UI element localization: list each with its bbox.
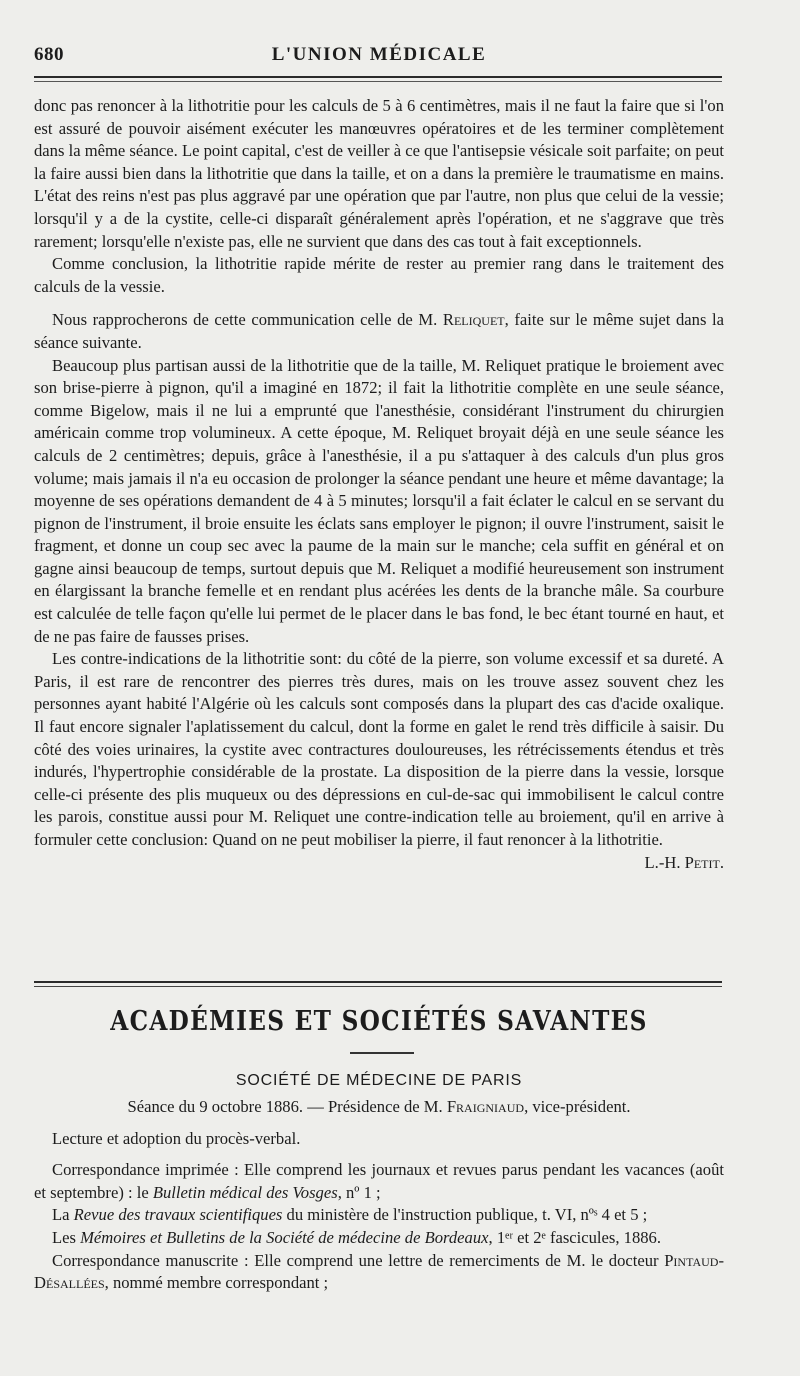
page-number: 680	[34, 44, 64, 65]
paragraph-2: Comme conclusion, la lithotritie rapide mérite de rester au premier rang dans le traitement des calculs de la vessie.	[34, 254, 724, 296]
title-underline	[350, 1052, 414, 1054]
paragraph-4: Beaucoup plus partisan aussi de la lithotritie que de la taille, M. Reliquet pratique le broiement avec son brise-pierre à pignon, qu'il a imaginé en 1872; il fait la lithotritie complète en une seule séance, comme Bigelow, mais il ne lui a emprunté que l'anesthésie, considérant l'instrument du chirurgien américain comme trop volumineux. A cette époque, M. Reliquet broyait déjà en une seule séance les calculs de 2 centimètres; depuis, grâce à l'anesthésie, il a pu s'attaquer à des calculs d'un plus gros volume; mais jamais il n'a eu occasion de prolonger la séance pendant une heure et même davantage; la moyenne de ses opérations demandent de 4 à 5 minutes; lorsqu'il a fait éclater le calcul en se servant du pignon de l'instrument, il broie ensuite les éclats sans employer le pignon; il ouvre l'instrument, saisit le fragment, et donne un coup sec avec la paume de la main sur le manche; cela suffit en général et on gagne ainsi beaucoup de temps, surtout depuis que M. Reliquet a modifié heureusement son instrument en élargissant la branche femelle et en rendant plus acérées les dents de la branche mâle. Sa courbure est calculée de telle façon qu'elle lui permet de le placer dans le bas fond, le bec étant tourné en haut, et de ne pas faire de fausses prises.	[34, 355, 724, 646]
section-rule-thin	[34, 986, 722, 987]
society-report	[34, 1096, 724, 1295]
paragraph-5: Les contre-indications de la lithotritie sont: du côté de la pierre, son volume excessif et sa dureté. A Paris, il est rare de rencontrer des pierres très dures, mais on les trouve assez souvent chez les personnes ayant habité l'Algérie où les calculs sont composés dans la plupart des cas d'acide oxalique. Il faut encore signaler l'aplatissement du calcul, dont la forme en galet le rend très difficile à saisir. Du côté des voies urinaires, la cystite avec contractures douloureuses, les rétrécissements étendus et très indurés, l'hypertrophie considérable de la prostate. La disposition de la pierre dans la vessie, lorsque celle-ci présente des plis muqueux ou des dépressions en cul-de-sac qui immobilisent le calcul contre les parois, constitue aussi pour M. Reliquet une contre-indication telle au broiement, qu'il en arrive à formuler cette conclusion: Quand on ne peut mobiliser la pierre, il faut renoncer à la lithotritie. L.-H. Petit.	[34, 648, 724, 851]
signature: L.-H. Petit.	[644, 852, 724, 872]
session-line: Séance du 9 octobre 1886. — Présidence de M. Fraigniaud, vice-président.	[127, 1097, 631, 1116]
running-title: L'UNION MÉDICALE	[271, 44, 487, 65]
author-name-reliquet: Reliquet	[442, 310, 505, 330]
president-name: Fraigniaud	[446, 1097, 525, 1116]
paragraph-1: donc pas renoncer à la lithotritie pour les calculs de 5 à 6 centimètres, mais il ne faut la faire que si l'on est assuré de pouvoir aisément exécuter les manœuvres opératoires et de les terminer complètement dans la même séance. Le point capital, c'est de veiller à ce que l'antisepsie vésicale soit parfaite; on peut la faire aussi bien dans la lithotritie que dans la taille, et on a dans la première le traumatisme en mains. L'état des reins n'est pas plus aggravé par une opération que par l'autre, non plus que celui de la vessie; lorsqu'il y a de la cystite, celle-ci disparaît généralement après l'opération, et ne s'aggrave que très rarement; lorsqu'elle n'existe pas, elle ne survient que dans des cas tout à fait exceptionnels.	[34, 96, 724, 251]
report-line-3: La Revue des travaux scientifiques du ministère de l'instruction publique, t. VI, nºˢ 4 et 5 ;	[52, 1205, 648, 1225]
society-title: SOCIÉTÉ DE MÉDECINE DE PARIS	[235, 1072, 523, 1089]
report-line-1: Lecture et adoption du procès-verbal.	[52, 1128, 301, 1148]
report-line-4: Les Mémoires et Bulletins de la Société de médecine de Bordeaux, 1ᵉʳ et 2ᵉ fascicules, 1886.	[52, 1227, 661, 1247]
header-rule	[34, 76, 722, 78]
section-rule	[34, 981, 722, 983]
article-body	[34, 95, 724, 874]
report-line-5: Correspondance manuscrite : Elle comprend une lettre de remerciments de M. le docteur Pintaud-Désallées, nommé membre correspondant ;	[34, 1250, 724, 1293]
paragraph-3: Nous rapprocherons de cette communication celle de M. Reliquet, faite sur le même sujet dans la séance suivante.	[34, 310, 725, 352]
doctor-name: Pintaud-Désallées	[34, 1250, 724, 1293]
section-title: ACADÉMIES ET SOCIÉTÉS SAVANTES	[110, 1006, 648, 1037]
report-line-2: Correspondance imprimée : Elle comprend les journaux et revues parus pendant les vacances (août et septembre) : le Bulletin médical des Vosges, nº 1 ;	[34, 1160, 724, 1202]
header-rule-thin	[34, 81, 722, 82]
page-header	[34, 44, 724, 74]
